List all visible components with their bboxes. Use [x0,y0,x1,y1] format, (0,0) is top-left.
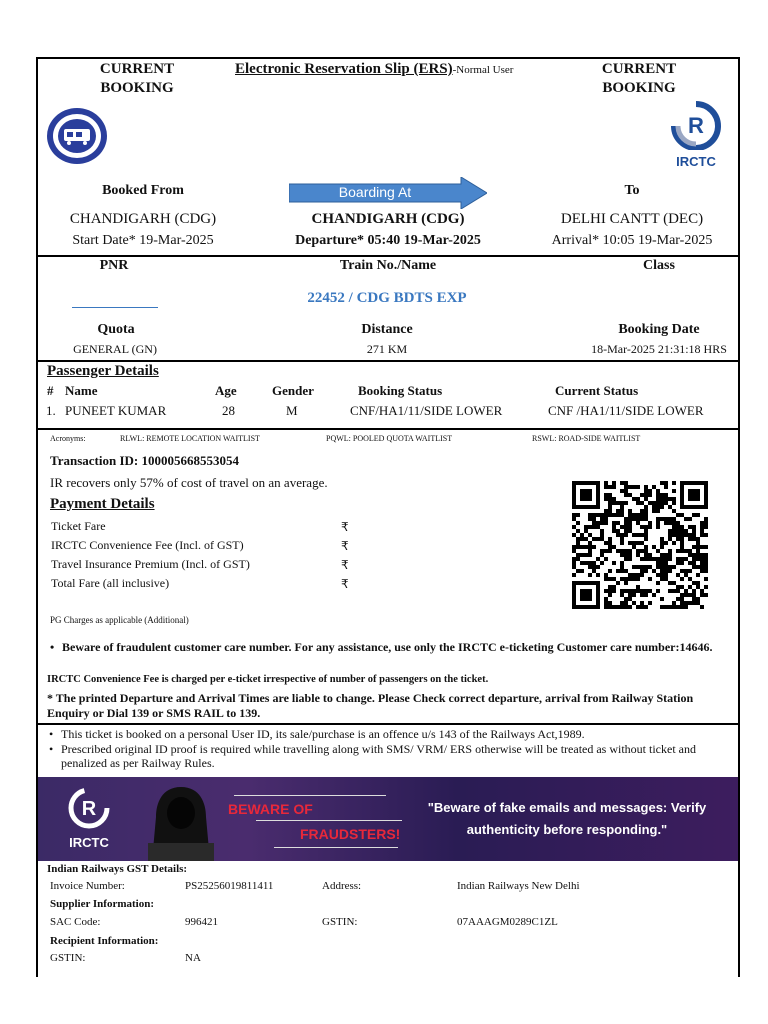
to-label: To [624,183,640,198]
indian-railways-logo [46,107,108,165]
pnr-value-line [72,307,158,308]
banner-rule [234,795,386,796]
pg-charges-note: PG Charges as applicable (Additional) [50,615,189,625]
convenience-fee-label: IRCTC Convenience Fee (Incl. of GST) [51,538,244,552]
left-booking-status: CURRENT BOOKING [99,61,175,96]
gstin-label: GSTIN: [322,916,358,928]
right-booking-status: CURRENT BOOKING [601,61,677,96]
ir-recovers-note: IR recovers only 57% of cost of travel on an average. [50,475,328,490]
sac-value: 996421 [185,916,218,928]
distance-label: Distance [361,322,413,337]
acronym-rswl: RSWL: ROAD-SIDE WAITLIST [532,434,641,443]
banner-message-line2: authenticity before responding." [466,822,668,837]
arrival: Arrival* 10:05 19-Mar-2025 [551,233,713,248]
total-fare-label: Total Fare (all inclusive) [51,576,170,590]
supplier-title: Supplier Information: [50,898,155,910]
col-current-status: Current Status [555,383,639,398]
id-proof-notice: • Prescribed original ID proof is required while travelling along with SMS/ VRM/ ERS otherwise will be treated as without ticket and penalized as per Railway Rules. [61,742,721,770]
convenience-fee-currency: ₹ [341,539,349,553]
fare-label: Ticket Fare [51,519,106,533]
booking-date-value: 18-Mar-2025 21:31:18 HRS [591,342,727,356]
col-age: Age [215,383,237,398]
from-station: CHANDIGARH (CDG) [69,211,217,227]
divider [36,428,740,430]
class-label: Class [643,258,675,273]
recipient-gstin-value: NA [185,952,201,964]
pnr-label: PNR [99,258,129,273]
booked-from-label: Booked From [102,183,184,198]
booking-date-label: Booking Date [618,322,700,337]
total-fare-currency: ₹ [341,577,349,591]
divider [36,255,740,257]
personal-id-notice: • This ticket is booked on a personal User ID, its sale/purchase is an offence u/s 143 of the Railways Act,1989. [61,727,721,741]
col-name: Name [65,383,98,398]
divider [36,360,740,362]
col-booking-status: Booking Status [358,383,443,398]
fraudsters-text: FRAUDSTERS! [300,826,401,842]
insurance-label: Travel Insurance Premium (Incl. of GST) [51,557,250,571]
boarding-at-arrow [289,177,487,209]
address-label: Address: [322,880,362,892]
banner-irctc-logo: R IRCTC [58,785,120,857]
banner-message-line1: "Beware of fake emails and messages: Verify [427,800,707,815]
ers-title: Electronic Reservation Slip (ERS)-Normal User [235,61,514,77]
transaction-id: Transaction ID: 100005668553054 [50,453,239,468]
banner-rule [274,847,398,848]
gst-title: Indian Railways GST Details: [47,863,188,875]
times-notice: * The printed Departure and Arrival Times are liable to change. Please Check correct departure, arrival from Railway Station Enquiry or Dial 139 or SMS RAIL to 139. [47,691,694,720]
insurance-currency: ₹ [341,558,349,572]
train-label: Train No./Name [339,258,437,273]
qr-code [572,481,708,609]
beware-of-text: BEWARE OF [228,801,313,817]
passenger-details-title: Passenger Details [47,363,159,379]
col-gender: Gender [272,383,314,398]
acronym-rlwl: RLWL: REMOTE LOCATION WAITLIST [120,434,260,443]
convenience-notice: IRCTC Convenience Fee is charged per e-ticket irrespective of number of passengers on the ticket. [47,674,489,685]
payment-details-title: Payment Details [50,496,155,512]
to-station: DELHI CANTT (DEC) [560,211,704,227]
hacker-figure [138,783,224,861]
sac-label: SAC Code: [50,916,101,928]
fraud-notice: • Beware of fraudulent customer care number. For any assistance, use only the IRCTC e-ticketing Customer care number:14646. [62,640,714,655]
quota-value: GENERAL (GN) [73,342,157,356]
col-num: # [47,383,54,398]
recipient-title: Recipient Information: [50,935,159,947]
boarding-at-label: Boarding At [338,184,412,200]
recipient-gstin-label: GSTIN: [50,952,86,964]
start-date: Start Date* 19-Mar-2025 [72,233,214,248]
invoice-value: PS25256019811411 [185,880,274,892]
acronyms-label: Acronyms: [50,434,86,443]
svg-text:R: R [688,113,704,138]
departure: Departure* 05:40 19-Mar-2025 [295,233,481,248]
acronym-pqwl: PQWL: POOLED QUOTA WAITLIST [326,434,453,443]
fraud-banner [38,777,738,861]
boarding-station: CHANDIGARH (CDG) [311,211,465,227]
invoice-label: Invoice Number: [50,880,125,892]
irctc-logo: R IRCTC [664,100,728,172]
address-value: Indian Railways New Delhi [457,880,580,892]
gstin-value: 07AAAGM0289C1ZL [457,916,558,928]
svg-text:R: R [81,798,97,820]
distance-value: 271 KM [366,342,408,356]
banner-rule [256,820,402,821]
quota-label: Quota [97,322,135,337]
train-value: 22452 / CDG BDTS EXP [307,290,467,306]
divider [36,723,740,725]
fare-currency: ₹ [341,520,349,534]
